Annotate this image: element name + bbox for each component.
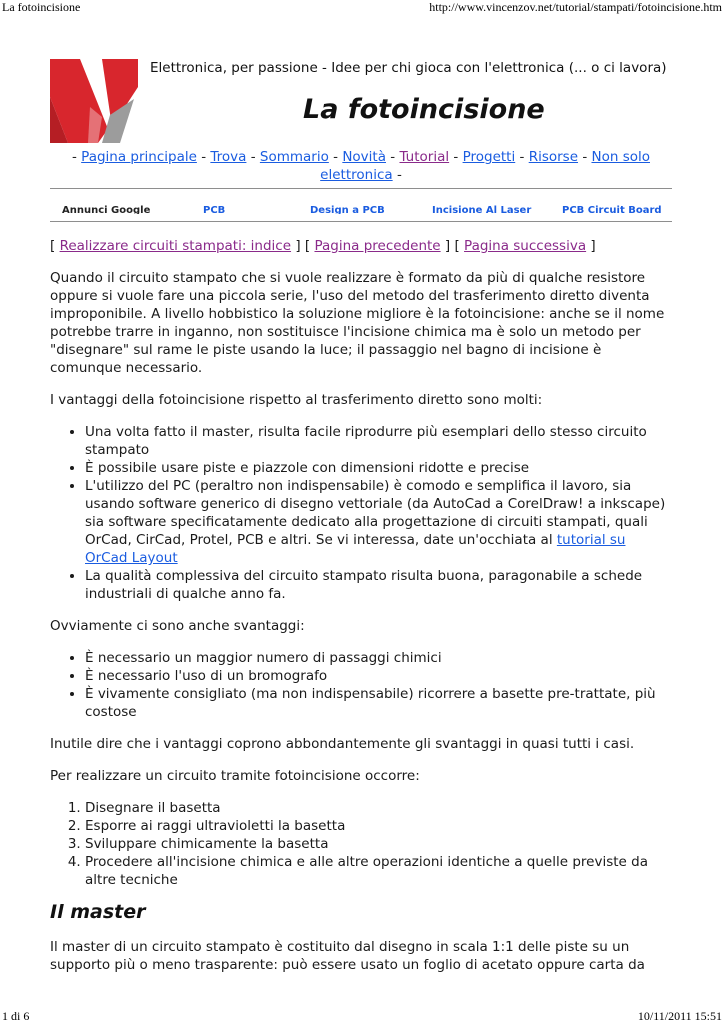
- intro-paragraph: Quando il circuito stampato che si vuole realizzare è formato da più di qualche resistore oppure si vuole fare una piccola serie, l'uso del metodo del trasferimento diretto diventa improponibile. A livello hobbistico la soluzione migliore è la fotoincisione: anche se il nome potrebbe trarre in inganno, non sostituisce l'incisione chimica ma è solo un metodo per "disegnare" sul rame le piste usando la luce; il passaggio nel bagno di incisione è comunque necessario.: [50, 270, 665, 376]
- disadvantages-list: [50, 649, 672, 721]
- ad-link[interactable]: Incisione Al Laser: [432, 205, 532, 214]
- steps-list: [50, 799, 672, 889]
- master-heading: Il master: [50, 901, 146, 923]
- nav-item-tutorial[interactable]: Tutorial: [399, 149, 450, 165]
- nav-separator: -: [71, 149, 77, 165]
- orcad-tutorial-link[interactable]: tutorial su OrCad Layout: [85, 532, 626, 566]
- print-footer-page: 1 di 6: [2, 1009, 30, 1023]
- print-header: [0, 0, 724, 14]
- list-item: [85, 477, 672, 567]
- nav-separator: -: [453, 149, 459, 165]
- nav-item-resources[interactable]: Risorse: [528, 149, 579, 165]
- list-item: • Una volta fatto il master, risulta facile riprodurre più esemplari dello stesso circuito stampato: [85, 423, 672, 459]
- list-item-text: L'utilizzo del PC (peraltro non indispensabile) è comodo e semplifica il lavoro, sia usando software generico di disegno vettoriale (da AutoCad a CorelDraw! a inkscape) sia software specificatamente dedicato alla progettazione di circuiti stampati, quali OrCad, CirCad, Protel, PCB e altri. Se vi interessa, date un'occhiata al: [85, 478, 666, 548]
- list-item: 3. Sviluppare chimicamente la basetta: [85, 835, 672, 853]
- list-item: • La qualità complessiva del circuito stampato risulta buona, paragonabile a schede industriali di qualche anno fa.: [85, 567, 672, 603]
- list-item: • È necessario un maggior numero di passaggi chimici: [85, 649, 672, 667]
- nav-item-summary[interactable]: Sommario: [259, 149, 329, 165]
- divider: [50, 188, 672, 189]
- nav-separator: -: [582, 149, 588, 165]
- list-item: 4. Procedere all'incisione chimica e alle altre operazioni identiche a quelle previste da altre tecniche: [85, 853, 672, 889]
- advantages-intro: I vantaggi della fotoincisione rispetto al trasferimento diretto sono molti:: [50, 392, 543, 408]
- breadcrumb: [ Realizzare circuiti stampati: indice ] [ Pagina precedente ] [ Pagina successiva ]: [50, 238, 596, 254]
- nav-separator: -: [390, 149, 396, 165]
- print-footer-datetime: 10/11/2011 15:51: [637, 1009, 722, 1023]
- site-tagline: Elettronica, per passione - Idee per chi gioca con l'elettronica (... o ci lavora): [150, 60, 667, 76]
- list-item: • È necessario l'uso di un bromografo: [85, 667, 672, 685]
- list-item: • È possibile usare piste e piazzole con dimensioni ridotte e precise: [85, 459, 672, 477]
- breadcrumb-index-link[interactable]: Realizzare circuiti stampati: indice: [59, 238, 292, 254]
- print-header-url: http://www.vincenzov.net/tutorial/stampati/fotoincisione.htm: [429, 0, 722, 14]
- print-header-title: La fotoincisione: [2, 0, 81, 14]
- nav-item-news[interactable]: Novità: [342, 149, 386, 165]
- ads-label: Annunci Google: [62, 205, 151, 214]
- ad-link[interactable]: PCB Circuit Board: [562, 205, 662, 214]
- nav-separator: -: [396, 167, 402, 183]
- nav-separator: -: [201, 149, 207, 165]
- divider: [50, 221, 672, 222]
- list-item: 2. Esporre ai raggi ultravioletti la basetta: [85, 817, 672, 835]
- list-item: • È vivamente consigliato (ma non indispensabile) ricorrere a basette pre-trattate, più costose: [85, 685, 672, 721]
- print-footer: [0, 1009, 724, 1023]
- nav-separator: -: [519, 149, 525, 165]
- breadcrumb-prev-link[interactable]: Pagina precedente: [314, 238, 441, 254]
- breadcrumb-next-link[interactable]: Pagina successiva: [464, 238, 587, 254]
- list-item: 1. Disegnare il basetta: [85, 799, 672, 817]
- article-content: [50, 237, 672, 988]
- disadvantages-intro: Ovviamente ci sono anche svantaggi:: [50, 618, 305, 634]
- steps-intro: Per realizzare un circuito tramite fotoincisione occorre:: [50, 768, 420, 784]
- nav-item-search[interactable]: Trova: [210, 149, 247, 165]
- advantages-list: [50, 423, 672, 603]
- vincenzov-v-logo-icon[interactable]: [50, 57, 138, 145]
- ad-link[interactable]: Design a PCB: [310, 205, 385, 214]
- nav-item-not-only-electronics[interactable]: Non solo elettronica: [320, 149, 650, 183]
- nav-item-home[interactable]: Pagina principale: [81, 149, 197, 165]
- main-nav: [50, 148, 672, 184]
- master-paragraph: Il master di un circuito stampato è costituito dal disegno in scala 1:1 delle piste su un supporto più o meno trasparente: può essere usato un foglio di acetato oppure carta da: [50, 939, 645, 973]
- ad-link[interactable]: PCB: [203, 205, 226, 214]
- conclusion-paragraph: Inutile dire che i vantaggi coprono abbondantemente gli svantaggi in quasi tutti i casi.: [50, 736, 635, 752]
- ads-bar: [50, 200, 672, 214]
- page-title: La fotoincisione: [303, 94, 545, 125]
- nav-separator: -: [250, 149, 256, 165]
- nav-separator: -: [333, 149, 339, 165]
- nav-item-projects[interactable]: Progetti: [462, 149, 516, 165]
